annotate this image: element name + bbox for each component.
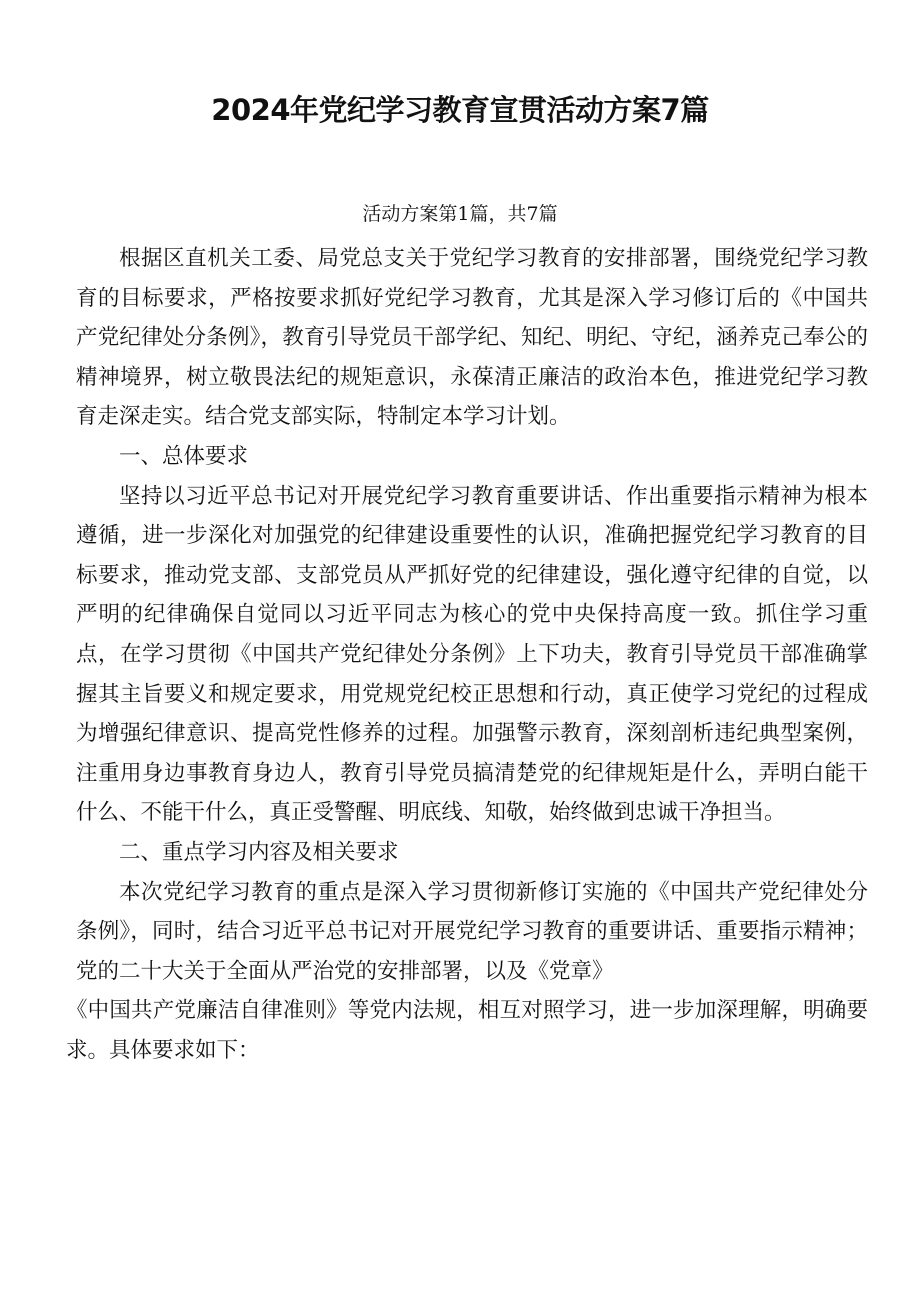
document-body (66, 239, 868, 1070)
section-body-overall-requirements: 坚持以习近平总书记对开展党纪学习教育重要讲话、作出重要指示精神为根本遵循，进一步深化对加强党的纪律建设重要性的认识，准确把握党纪学习教育的目标要求，推动党支部、支部党员从严抓好党的纪律建设，强化遵守纪律的自觉，以严明的纪律确保自觉同以习近平同志为核心的党中央保持高度一致。抓住学习重点，在学习贯彻《中国共产党纪律处分条例》上下功夫，教育引导党员干部准确掌握其主旨要义和规定要求，用党规党纪校正思想和行动，真正使学习党纪的过程成为增强纪律意识、提高党性修养的过程。加强警示教育，深刻剖析违纪典型案例，注重用身边事教育身边人，教育引导党员搞清楚党的纪律规矩是什么，弄明白能干什么、不能干什么，真正受警醒、明底线、知敬，始终做到忠诚干净担当。 (76, 483, 868, 826)
section-body-key-learning-content-part2: 《中国共产党廉洁自律准则》等党内法规，相互对照学习，进一步加深理解，明确要求。具体要求如下： (66, 998, 868, 1063)
intro-paragraph: 根据区直机关工委、局党总支关于党纪学习教育的安排部署，围绕党纪学习教育的目标要求，严格按要求抓好党纪学习教育，尤其是深入学习修订后的《中国共产党纪律处分条例》，教育引导党员干部学纪、知纪、明纪、守纪，涵养克己奉公的精神境界，树立敬畏法纪的规矩意识，永葆清正廉洁的政治本色，推进党纪学习教育走深走实。结合党支部实际，特制定本学习计划。 (76, 246, 868, 430)
section-body-key-learning-content (66, 873, 868, 1071)
section-body-key-learning-content-part1: 本次党纪学习教育的重点是深入学习贯彻新修订实施的《中国共产党纪律处分条例》，同时，结合习近平总书记对开展党纪学习教育的重要讲话、重要指示精神；党的二十大关于全面从严治党的安排部署，以及《党章》 (76, 879, 868, 984)
section-heading-key-learning-content: 二、重点学习内容及相关要求 (119, 839, 399, 865)
document-subtitle: 活动方案第1篇，共7篇 (362, 203, 558, 225)
document-title: 2024年党纪学习教育宣贯活动方案7篇 (211, 93, 709, 127)
section-heading-overall-requirements: 一、总体要求 (119, 443, 249, 469)
